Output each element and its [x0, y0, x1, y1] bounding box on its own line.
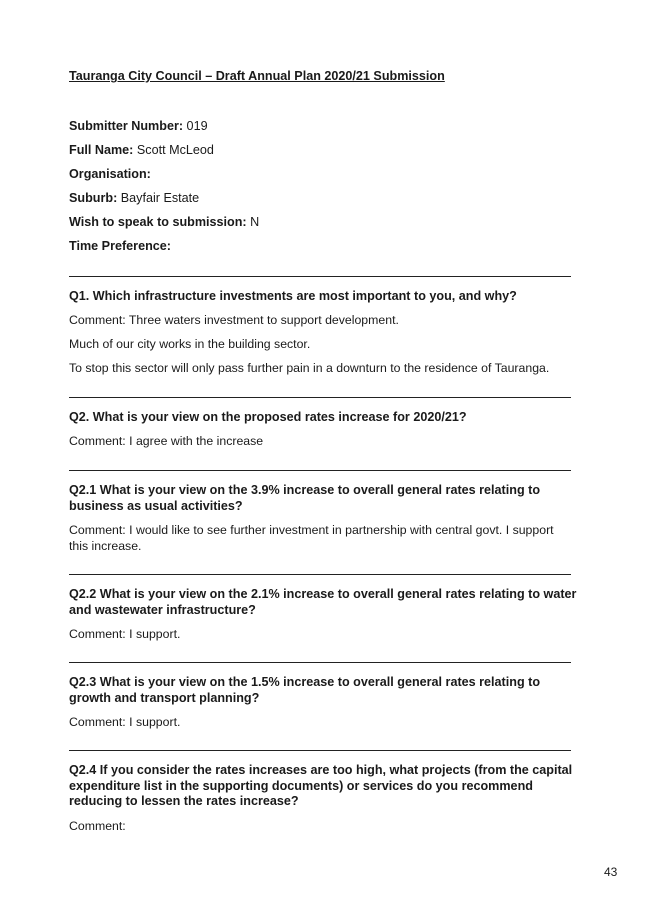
comment-q1-line1: Comment: Three waters investment to support development.: [69, 313, 399, 327]
field-submitter-number: [69, 119, 208, 133]
field-wish-to-speak: [69, 215, 259, 229]
page-number: 43: [604, 865, 618, 879]
comment-q1-line2: Much of our city works in the building sector.: [69, 337, 311, 351]
divider: [69, 574, 571, 575]
comment-q2-2: Comment: I support.: [69, 627, 181, 641]
field-value: Scott McLeod: [133, 143, 214, 157]
field-organisation: [69, 167, 151, 181]
question-q2-4: Q2.4 If you consider the rates increases are too high, what projects (from the capital expenditure list in the supporting documents) or services do you recommend reducing to lessen the rates increase?: [69, 763, 573, 808]
comment-q2-1: Comment: I would like to see further investment in partnership with central govt. I support this increase.: [69, 523, 554, 553]
divider: [69, 397, 571, 398]
field-value: Bayfair Estate: [117, 191, 200, 205]
question-q2: Q2. What is your view on the proposed rates increase for 2020/21?: [69, 410, 467, 424]
field-label: Submitter Number:: [69, 119, 184, 133]
question-q2-1: Q2.1 What is your view on the 3.9% increase to overall general rates relating to business as usual activities?: [69, 483, 541, 513]
divider: [69, 750, 571, 751]
comment-q2-4: Comment:: [69, 819, 126, 833]
field-label: Full Name:: [69, 143, 134, 157]
comment-q2-3: Comment: I support.: [69, 715, 181, 729]
field-time-preference: [69, 239, 171, 253]
comment-q2: Comment: I agree with the increase: [69, 434, 264, 448]
question-q2-2: Q2.2 What is your view on the 2.1% increase to overall general rates relating to water and wastewater infrastructure?: [69, 587, 577, 617]
field-label: Suburb:: [69, 191, 118, 205]
divider: [69, 662, 571, 663]
field-label: Time Preference:: [69, 239, 171, 253]
field-value: N: [246, 215, 260, 229]
field-value: 019: [183, 119, 208, 133]
document-title: Tauranga City Council – Draft Annual Plan 2020/21 Submission: [69, 69, 445, 83]
field-label: Organisation:: [69, 167, 151, 181]
field-label: Wish to speak to submission:: [69, 215, 247, 229]
question-q1: Q1. Which infrastructure investments are most important to you, and why?: [69, 289, 517, 303]
divider: [69, 276, 571, 277]
field-suburb: [69, 191, 199, 205]
divider: [69, 470, 571, 471]
comment-q1-line3: To stop this sector will only pass further pain in a downturn to the residence of Tauranga.: [69, 361, 550, 375]
field-full-name: [69, 143, 214, 157]
question-q2-3: Q2.3 What is your view on the 1.5% increase to overall general rates relating to growth and transport planning?: [69, 675, 541, 705]
